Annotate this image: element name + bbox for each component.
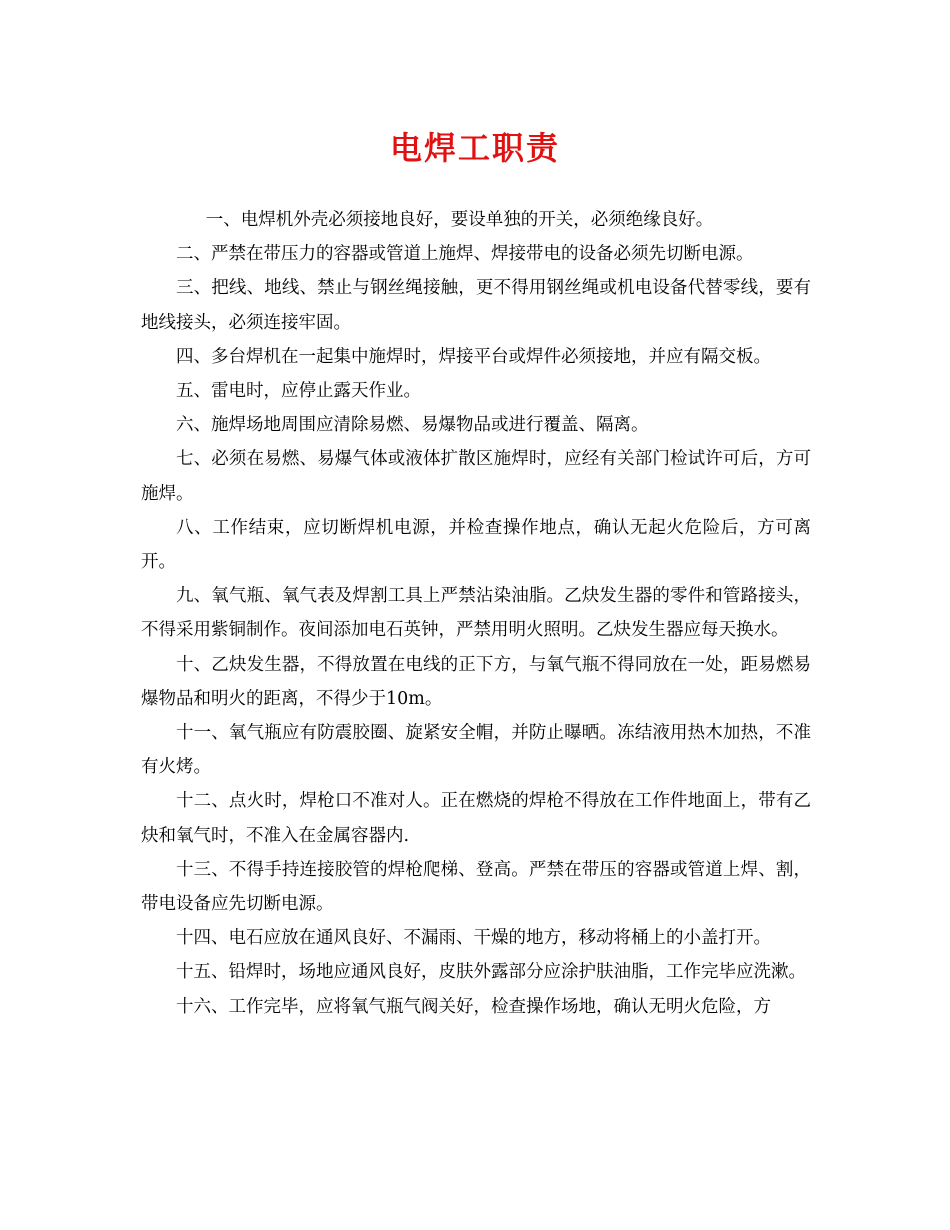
paragraph: 五、雷电时，应停止露天作业。 <box>176 381 421 402</box>
paragraph: 三、把线、地线、禁止与钢丝绳接触，更不得用钢丝绳或机电设备代替零线，要有地线接头，必须连接牢固。 <box>141 278 811 333</box>
document-body <box>141 203 811 1024</box>
paragraph: 七、必须在易燃、易爆气体或液体扩散区施焊时，应经有关部门检试许可后，方可施焊。 <box>141 449 811 504</box>
paragraph: 十一、氧气瓶应有防震胶圈、旋紧安全帽，并防止曝晒。冻结液用热木加热，不准有火烤。 <box>141 723 811 778</box>
paragraph: 十二、点火时，焊枪口不准对人。正在燃烧的焊枪不得放在工作件地面上，带有乙炔和氧气时，不准入在金属容器内. <box>141 791 811 846</box>
document-title: 电焊工职责 <box>389 129 560 167</box>
paragraph: 六、施焊场地周围应清除易燃、易爆物品或进行覆盖、隔离。 <box>176 415 649 436</box>
paragraph: 十、乙炔发生器，不得放置在电线的正下方，与氧气瓶不得同放在一处，距易燃易爆物品和明火的距离，不得少于10m。 <box>141 654 811 709</box>
paragraph: 二、严禁在带压力的容器或管道上施焊、焊接带电的设备必须先切断电源。 <box>176 244 754 265</box>
paragraph: 十四、电石应放在通风良好、不漏雨、干燥的地方，移动将桶上的小盖打开。 <box>176 928 771 949</box>
paragraph: 十五、铅焊时，场地应通风良好，皮肤外露部分应涂护肤油脂，工作完毕应洗漱。 <box>176 962 806 983</box>
paragraph: 十三、不得手持连接胶管的焊枪爬梯、登高。严禁在带压的容器或管道上焊、割，带电设备应先切断电源。 <box>141 859 811 915</box>
paragraph: 十六、工作完毕，应将氧气瓶气阀关好，检查操作场地，确认无明火危险，方 <box>176 996 771 1017</box>
paragraph: 九、氧气瓶、氧气表及焊割工具上严禁沾染油脂。乙炔发生器的零件和管路接头，不得采用紫铜制作。夜间添加电石英钟，严禁用明火照明。乙炔发生器应每天换水。 <box>141 586 811 641</box>
paragraph: 一、电焊机外壳必须接地良好，要设单独的开关，必须绝缘良好。 <box>205 210 714 230</box>
paragraph: 八、工作结束，应切断焊机电源，并检查操作地点，确认无起火危险后，方可离开。 <box>141 517 811 573</box>
paragraph: 四、多台焊机在一起集中施焊时，焊接平台或焊件必须接地，并应有隔交板。 <box>176 346 771 367</box>
